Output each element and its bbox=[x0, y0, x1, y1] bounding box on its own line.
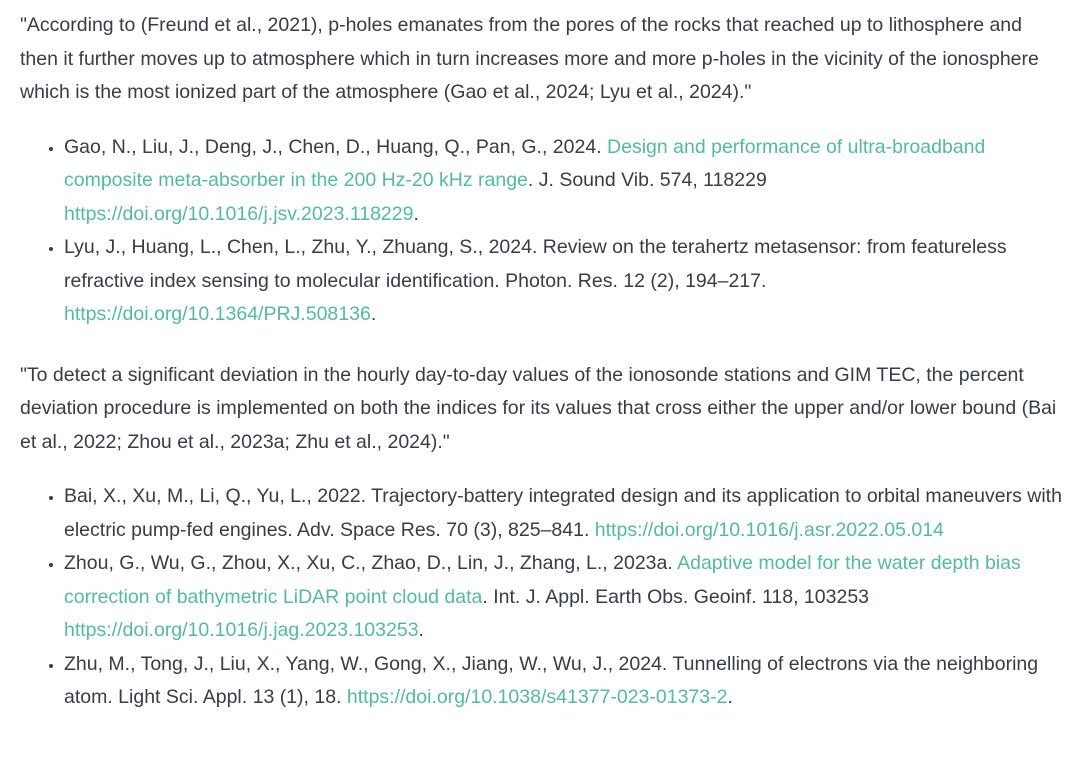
reference-item-gao bbox=[64, 131, 1064, 232]
reference-text: . bbox=[413, 202, 419, 225]
reference-text: Zhu, M., Tong, J., Liu, X., Yang, W., Gong, X., Jiang, W., Wu, J., 2024. Tunnelling of electrons via the neighboring atom. Light Sci. Appl. 13 (1), 18. bbox=[64, 652, 1039, 708]
reference-list-2 bbox=[20, 480, 1064, 715]
reference-text: . bbox=[418, 619, 424, 641]
reference-text: Lyu, J., Huang, L., Chen, L., Zhu, Y., Zhuang, S., 2024. Review on the terahertz metasensor: from featureless refractive index sensing to molecular identification. Photon. Res. 12 (2), 194–217. bbox=[64, 236, 1007, 292]
reference-text: . Int. J. Appl. Earth Obs. Geoinf. 118, 103253 bbox=[482, 585, 870, 608]
quoted-paragraph-1: "According to (Freund et al., 2021), p-holes emanates from the pores of the rocks that reached up to lithosphere and then it further moves up to atmosphere which in turn increases more and more p-holes in the vicinity of the ionosphere which is the most ionized part of the atmosphere (Gao et al., 2024; Lyu et al., 2024)." bbox=[20, 14, 1039, 103]
quoted-paragraph-2: "To detect a significant deviation in the hourly day-to-day values of the ionosonde stations and GIM TEC, the percent deviation procedure is implemented on both the indices for its values that cross either the upper and/or lower bound (Bai et al., 2022; Zhou et al., 2023a; Zhu et al., 2024)." bbox=[20, 363, 1057, 453]
doi-link[interactable]: https://doi.org/10.1016/j.asr.2022.05.014 bbox=[594, 518, 944, 541]
reference-text: Bai, X., Xu, M., Li, Q., Yu, L., 2022. Trajectory-battery integrated design and its application to orbital maneuvers with electric pump-fed engines. Adv. Space Res. 70 (3), 825–841. bbox=[64, 485, 1062, 541]
reference-text: . bbox=[727, 686, 733, 708]
reference-item-zhou bbox=[64, 547, 1064, 648]
reference-text: . bbox=[370, 303, 377, 325]
doi-link[interactable]: https://doi.org/10.1016/j.jag.2023.103253 bbox=[64, 619, 419, 641]
article-title-link[interactable]: Design and performance of ultra-broadband composite meta-absorber in the 200 Hz-20 kHz range bbox=[64, 135, 986, 191]
doi-link[interactable]: https://doi.org/10.1038/s41377-023-01373-2 bbox=[346, 686, 728, 708]
reference-text: Gao, N., Liu, J., Deng, J., Chen, D., Huang, Q., Pan, G., 2024. bbox=[64, 135, 608, 158]
reference-text: . J. Sound Vib. 574, 118229 bbox=[527, 169, 767, 191]
reference-item-zhu bbox=[64, 648, 1064, 715]
doi-link[interactable]: https://doi.org/10.1016/j.jsv.2023.118229 bbox=[64, 202, 414, 225]
reference-item-lyu bbox=[64, 231, 1064, 332]
reference-item-bai bbox=[64, 480, 1064, 547]
reference-text: Zhou, G., Wu, G., Zhou, X., Xu, C., Zhao, D., Lin, J., Zhang, L., 2023a. bbox=[64, 552, 678, 574]
reference-list-1 bbox=[20, 131, 1064, 332]
doi-link[interactable]: https://doi.org/10.1364/PRJ.508136 bbox=[64, 303, 371, 325]
article-title-link[interactable]: Adaptive model for the water depth bias correction of bathymetric LiDAR point cloud data bbox=[64, 552, 1021, 608]
